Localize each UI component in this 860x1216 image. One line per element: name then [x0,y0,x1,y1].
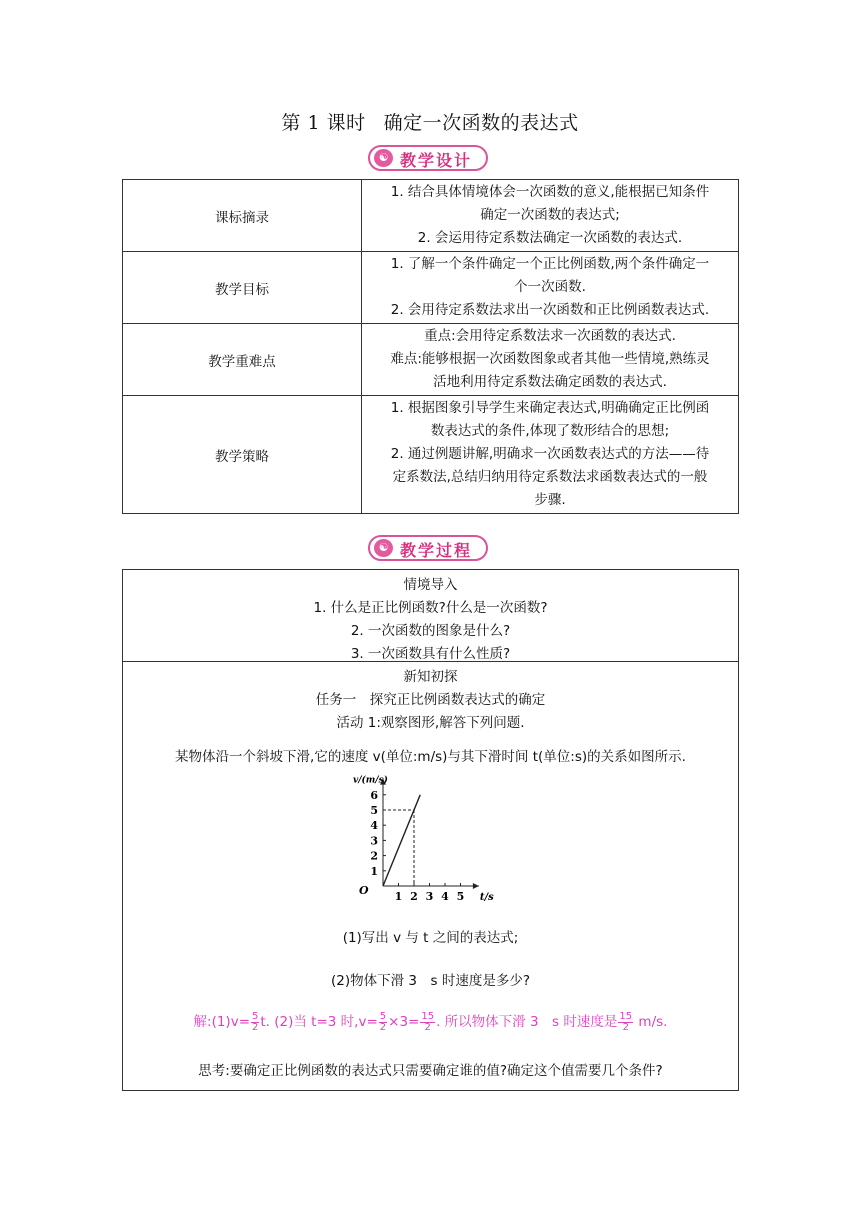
content-line: 1. 根据图象引导学生来确定表达式,明确确定正比例函 [390,400,710,416]
x-tick-label: 3 [425,890,434,903]
book-icon: ☯ [374,149,393,167]
process-section-badge [368,535,488,561]
design-badge-label: 教学设计 [400,151,473,170]
sub-question-1: (1)写出 v 与 t 之间的表达式; [342,930,519,946]
y-tick-label: 3 [370,834,378,848]
x-tick-label: 1 [394,890,403,903]
row-label: 教学目标 [123,252,362,324]
solution-part: 解:(1)v= [193,1014,251,1030]
sub-question-2: (2)物体下滑 3 s 时速度是多少? [331,973,530,989]
solution-part: t. (2)当 t=3 时,v= [260,1014,378,1030]
x-axis-label: t/s [479,892,494,903]
x-tick-label: 2 [410,890,418,903]
solution-part: . 所以物体下滑 3 s 时速度是 [436,1014,618,1030]
row-label: 课标摘录 [123,180,362,252]
content-line: 步骤. [534,492,566,508]
problem-statement: 某物体沿一个斜坡下滑,它的速度 v(单位:m/s)与其下滑时间 t(单位:s)的关系如图所示. [175,749,686,765]
y-tick-label: 1 [370,864,378,878]
row-content [362,396,739,514]
y-tick-label: 6 [370,788,378,802]
intro-question: 2. 一次函数的图象是什么? [350,623,511,639]
row-content [362,180,739,252]
content-line: 确定一次函数的表达式; [480,207,620,223]
table-row [123,324,739,396]
solution-part: ×3= [388,1014,420,1030]
content-line: 数表达式的条件,体现了数形结合的思想; [430,423,670,439]
page-title [0,108,860,135]
fraction-numerator: 5 [252,1010,259,1022]
content-line: 2. 会运用待定系数法确定一次函数的表达式. [417,230,683,246]
content-line: 定系数法,总结归纳用待定系数法求函数表达式的一般 [392,469,708,485]
row-label: 教学策略 [123,396,362,514]
content-line: 2. 通过例题讲解,明确求一次函数表达式的方法——待 [390,446,710,462]
process-box [122,569,739,1091]
content-line: 难点:能够根据一次函数图象或者其他一些情境,熟练灵 [390,351,710,367]
content-line: 活地利用待定系数法确定函数的表达式. [433,374,667,390]
activity-title: 活动 1:观察图形,解答下列问题. [336,715,525,731]
y-tick-label: 4 [370,819,378,833]
design-section-badge [368,145,488,171]
fraction-numerator: 15 [619,1010,633,1022]
fraction [251,1012,259,1033]
content-line: 1. 结合具体情境体会一次函数的意义,能根据已知条件 [390,184,710,200]
row-label: 教学重难点 [123,324,362,396]
lesson-number: 第 1 课时 [281,112,366,134]
x-tick-label: 4 [441,890,449,903]
book-icon: ☯ [374,539,393,557]
intro-question: 3. 一次函数具有什么性质? [350,646,511,662]
velocity-time-chart [353,772,513,914]
solution-line [123,1010,738,1033]
table-row [123,252,739,324]
table-row [123,396,739,514]
content-line: 个一次函数. [514,279,586,295]
intro-section [123,570,738,662]
solution-part: m/s. [634,1014,668,1030]
fraction-denominator: 2 [622,1021,629,1033]
task-title: 任务一 探究正比例函数表达式的确定 [315,692,546,708]
fraction [379,1012,387,1033]
explore-heading: 新知初探 [403,669,458,685]
fraction-denominator: 2 [252,1021,259,1033]
design-table [122,179,739,514]
fraction-denominator: 2 [424,1021,431,1033]
row-content [362,324,739,396]
fraction-numerator: 15 [421,1010,435,1022]
think-question: 思考:要确定正比例函数的表达式只需要确定谁的值?确定这个值需要几个条件? [198,1063,663,1079]
intro-heading: 情境导入 [403,577,458,593]
x-tick-label: 5 [456,890,465,903]
y-tick-label: 2 [370,849,378,863]
velocity-line [383,795,420,886]
fraction [420,1012,435,1033]
y-tick-label: 5 [370,804,378,817]
fraction [618,1012,633,1033]
content-line: 重点:会用待定系数法求一次函数的表达式. [424,328,676,344]
x-axis-arrow [473,883,479,889]
content-line: 2. 会用待定系数法求出一次函数和正比例函数表达式. [390,302,710,318]
process-badge-label: 教学过程 [400,541,473,560]
y-axis-label: v/(m/s) [353,775,388,786]
row-content [362,252,739,324]
content-line: 1. 了解一个条件确定一个正比例函数,两个条件确定一 [390,256,710,272]
fraction-numerator: 5 [379,1010,387,1022]
intro-question: 1. 什么是正比例函数?什么是一次函数? [313,600,548,616]
fraction-denominator: 2 [379,1021,387,1033]
table-row [123,180,739,252]
lesson-topic: 确定一次函数的表达式 [383,112,579,134]
origin-label: O [359,884,369,897]
